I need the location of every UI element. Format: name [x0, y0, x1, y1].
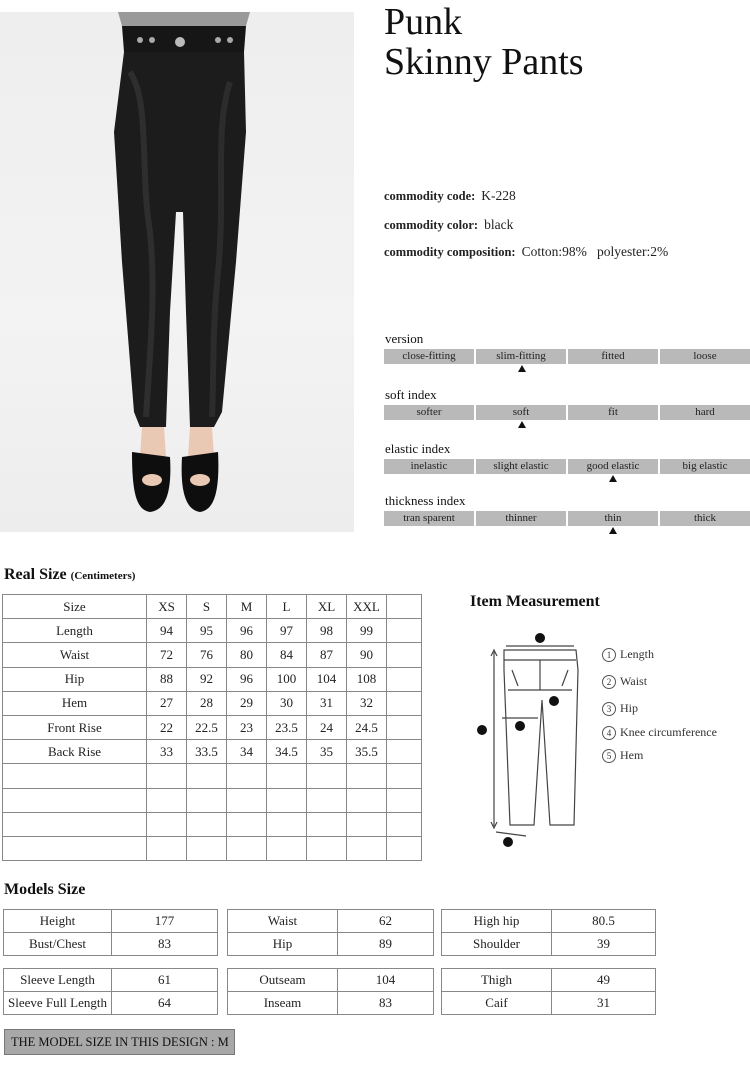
model-measure-value: 39 [552, 933, 656, 956]
table-cell [347, 764, 387, 788]
table-cell [347, 788, 387, 812]
models-size-group-5 [227, 968, 434, 1015]
model-measure-label: Bust/Chest [4, 933, 112, 956]
table-cell: 22.5 [187, 715, 227, 739]
table-cell: 72 [147, 643, 187, 667]
models-size-group-3 [441, 909, 656, 956]
table-cell [227, 836, 267, 860]
table-cell: 94 [147, 619, 187, 643]
table-row [3, 764, 422, 788]
model-measure-label: Outseam [228, 969, 338, 992]
table-cell: Waist [3, 643, 147, 667]
model-measure-label: Sleeve Full Length [4, 992, 112, 1015]
version-label: version [385, 331, 424, 346]
models-size-group-2 [227, 909, 434, 956]
real-size-unit: (Centimeters) [70, 570, 136, 582]
model-size-note: THE MODEL SIZE IN THIS DESIGN : M [4, 1029, 235, 1055]
table-cell: Back Rise [3, 740, 147, 764]
table-cell: 104 [307, 667, 347, 691]
table-cell: 92 [187, 667, 227, 691]
product-title-line1: Punk [384, 1, 463, 43]
model-pants-illustration [0, 12, 354, 532]
table-header-cell: XS [147, 595, 187, 619]
thickness-index-label: thickness index [385, 493, 466, 508]
soft-index-bar [384, 405, 750, 420]
table-cell: 23 [227, 715, 267, 739]
version-bar [384, 349, 750, 364]
table-cell [227, 812, 267, 836]
table-row [3, 812, 422, 836]
table-header-cell: XL [307, 595, 347, 619]
table-header-cell: S [187, 595, 227, 619]
soft-index-option: softer [384, 405, 474, 420]
model-measure-value: 80.5 [552, 910, 656, 933]
legend-label: Waist [620, 674, 648, 688]
table-row [3, 619, 422, 643]
table-cell: 96 [227, 619, 267, 643]
table-cell: 22 [147, 715, 187, 739]
model-measure-label: Height [4, 910, 112, 933]
soft-index-marker-icon [518, 421, 526, 428]
spec-commodity-color [384, 217, 513, 233]
table-cell: 97 [267, 619, 307, 643]
table-cell [387, 788, 422, 812]
spec-commodity-code [384, 188, 516, 204]
table-cell: Hip [3, 667, 147, 691]
table-cell [307, 812, 347, 836]
model-measure-label: Caif [442, 992, 552, 1015]
version-option: fitted [568, 349, 658, 364]
legend-label: Hem [620, 748, 644, 762]
table-row [3, 643, 422, 667]
table-cell [387, 643, 422, 667]
table-cell [267, 764, 307, 788]
soft-index-option: soft [476, 405, 566, 420]
model-measure-value: 61 [112, 969, 218, 992]
table-header-cell: Size [3, 595, 147, 619]
table-cell [387, 715, 422, 739]
legend-number: 1 [602, 648, 616, 662]
table-cell: 27 [147, 691, 187, 715]
table-cell: 32 [347, 691, 387, 715]
real-size-title: Real Size [4, 566, 67, 583]
table-cell: 100 [267, 667, 307, 691]
table-cell [307, 836, 347, 860]
table-cell [347, 812, 387, 836]
table-header-cell: XXL [347, 595, 387, 619]
table-row [3, 788, 422, 812]
version-marker-icon [518, 365, 526, 372]
table-cell: 33.5 [187, 740, 227, 764]
table-cell [187, 764, 227, 788]
legend-number: 4 [602, 726, 616, 740]
model-measure-value: 83 [338, 992, 434, 1015]
table-cell: 28 [187, 691, 227, 715]
table-cell: 90 [347, 643, 387, 667]
legend-number: 2 [602, 675, 616, 689]
table-cell [387, 740, 422, 764]
table-header-cell [387, 595, 422, 619]
table-cell: 87 [307, 643, 347, 667]
table-header-cell: L [267, 595, 307, 619]
table-cell [387, 667, 422, 691]
legend-number: 3 [602, 702, 616, 716]
table-cell [267, 788, 307, 812]
model-measure-label: Thigh [442, 969, 552, 992]
table-cell [227, 788, 267, 812]
table-row [3, 740, 422, 764]
table-cell: 88 [147, 667, 187, 691]
table-cell: 24 [307, 715, 347, 739]
table-row [3, 715, 422, 739]
table-cell: 108 [347, 667, 387, 691]
item-measurement-title: Item Measurement [470, 593, 600, 610]
table-cell [387, 619, 422, 643]
thickness-index-marker-icon [609, 527, 617, 534]
elastic-index-option: good elastic [568, 459, 658, 474]
spec-value: black [484, 217, 514, 232]
thickness-index-bar [384, 511, 750, 526]
table-cell: 35 [307, 740, 347, 764]
legend-number: 5 [602, 749, 616, 763]
legend-item-knee [602, 725, 717, 740]
table-cell [387, 764, 422, 788]
spec-value: K-228 [481, 188, 516, 203]
legend-item-hip [602, 701, 638, 716]
models-size-title: Models Size [4, 881, 86, 898]
soft-index-option: fit [568, 405, 658, 420]
real-size-heading [4, 566, 135, 584]
table-cell: 34 [227, 740, 267, 764]
model-measure-value: 89 [338, 933, 434, 956]
spec-commodity-composition [384, 244, 668, 260]
table-header-cell: M [227, 595, 267, 619]
soft-index-option: hard [660, 405, 750, 420]
table-cell [267, 836, 307, 860]
table-cell: 24.5 [347, 715, 387, 739]
model-measure-label: Waist [228, 910, 338, 933]
product-photo [0, 12, 354, 532]
spec-key: commodity code: [384, 189, 476, 203]
table-cell: Front Rise [3, 715, 147, 739]
elastic-index-option: inelastic [384, 459, 474, 474]
models-size-group-4 [3, 968, 218, 1015]
models-size-group-6 [441, 968, 656, 1015]
elastic-index-label: elastic index [385, 441, 451, 456]
model-measure-label: Shoulder [442, 933, 552, 956]
model-measure-value: 49 [552, 969, 656, 992]
spec-value: Cotton:98% polyester:2% [521, 244, 669, 259]
legend-item-length [602, 647, 654, 662]
table-cell [3, 764, 147, 788]
table-row [3, 595, 422, 619]
product-title [384, 2, 584, 82]
table-cell: 95 [187, 619, 227, 643]
table-cell: 98 [307, 619, 347, 643]
model-measure-value: 62 [338, 910, 434, 933]
table-cell [3, 812, 147, 836]
table-cell: 34.5 [267, 740, 307, 764]
table-cell: Hem [3, 691, 147, 715]
table-cell [307, 788, 347, 812]
table-cell [347, 836, 387, 860]
model-measure-value: 177 [112, 910, 218, 933]
model-measure-label: Sleeve Length [4, 969, 112, 992]
table-cell: 76 [187, 643, 227, 667]
elastic-index-marker-icon [609, 475, 617, 482]
table-cell [147, 836, 187, 860]
pants-measurement-diagram [470, 630, 610, 850]
table-row [3, 836, 422, 860]
table-row [3, 667, 422, 691]
table-cell: 23.5 [267, 715, 307, 739]
legend-item-hem [602, 748, 643, 763]
version-option: close-fitting [384, 349, 474, 364]
table-cell [267, 812, 307, 836]
product-title-line2: Skinny Pants [384, 41, 584, 83]
table-cell: 99 [347, 619, 387, 643]
table-cell [387, 836, 422, 860]
legend-item-waist [602, 674, 647, 689]
model-measure-value: 104 [338, 969, 434, 992]
table-cell: 30 [267, 691, 307, 715]
table-cell [147, 788, 187, 812]
table-cell [147, 764, 187, 788]
version-option: slim-fitting [476, 349, 566, 364]
table-cell [387, 691, 422, 715]
table-cell: 80 [227, 643, 267, 667]
models-size-group-1 [3, 909, 218, 956]
table-cell [387, 812, 422, 836]
model-measure-label: High hip [442, 910, 552, 933]
model-measure-label: Hip [228, 933, 338, 956]
elastic-index-bar [384, 459, 750, 474]
elastic-index-option: big elastic [660, 459, 750, 474]
table-cell: 31 [307, 691, 347, 715]
table-cell [3, 836, 147, 860]
spec-key: commodity color: [384, 218, 479, 232]
table-cell [307, 764, 347, 788]
version-option: loose [660, 349, 750, 364]
thickness-index-option: tran sparent [384, 511, 474, 526]
pants-outline-icon [470, 630, 610, 850]
table-cell [187, 812, 227, 836]
thickness-index-option: thinner [476, 511, 566, 526]
model-measure-label: Inseam [228, 992, 338, 1015]
spec-key: commodity composition: [384, 245, 516, 259]
table-cell: 96 [227, 667, 267, 691]
table-cell: Length [3, 619, 147, 643]
real-size-table [2, 594, 422, 861]
thickness-index-option: thick [660, 511, 750, 526]
legend-label: Knee circumference [620, 725, 717, 739]
legend-label: Hip [620, 701, 638, 715]
model-measure-value: 83 [112, 933, 218, 956]
model-measure-value: 31 [552, 992, 656, 1015]
table-cell: 33 [147, 740, 187, 764]
table-cell [187, 836, 227, 860]
table-cell: 84 [267, 643, 307, 667]
table-cell [187, 788, 227, 812]
soft-index-label: soft index [385, 387, 437, 402]
thickness-index-option: thin [568, 511, 658, 526]
table-cell [147, 812, 187, 836]
table-cell: 35.5 [347, 740, 387, 764]
elastic-index-option: slight elastic [476, 459, 566, 474]
legend-label: Length [620, 647, 654, 661]
table-cell [3, 788, 147, 812]
table-cell [227, 764, 267, 788]
table-cell: 29 [227, 691, 267, 715]
table-row [3, 691, 422, 715]
model-measure-value: 64 [112, 992, 218, 1015]
